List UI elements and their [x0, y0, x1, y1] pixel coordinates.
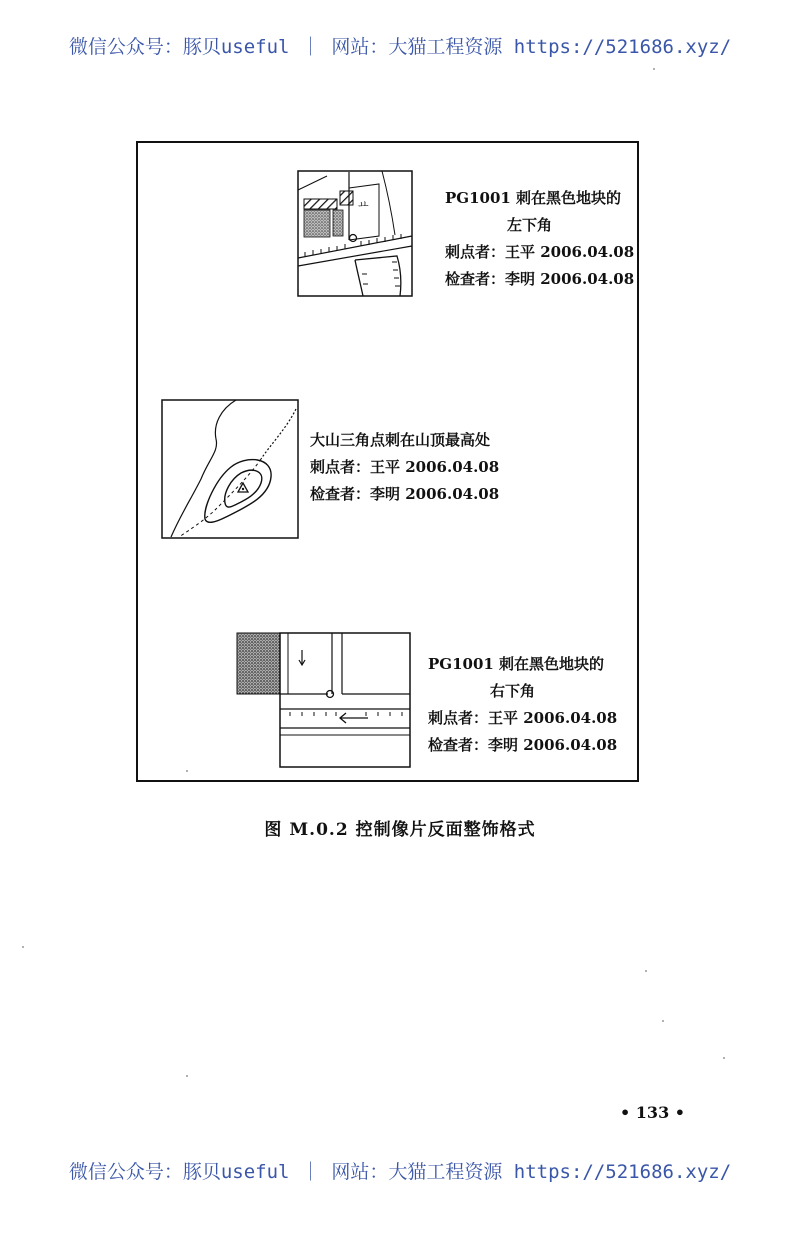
example-1-label — [445, 185, 634, 293]
example-2-checker: 检查者：李明 2006.04.08 — [310, 485, 500, 503]
sketch-plot-lower-right — [236, 632, 412, 768]
figure-caption: 图 M.0.2 控制像片反面整饰格式 — [264, 820, 536, 840]
watermark-bottom: 微信公众号：豚贝useful ｜ 网站：大猫工程资源 https://521686.xyz/ — [68, 1161, 732, 1183]
scan-speck — [645, 970, 647, 972]
example-1-line1: PG1001 刺在黑色地块的 — [445, 189, 622, 207]
example-3-pricker: 刺点者：王平 2006.04.08 — [428, 709, 618, 727]
example-1-checker: 检查者：李明 2006.04.08 — [445, 270, 635, 288]
example-2-label — [310, 427, 499, 508]
example-3-checker: 检查者：李明 2006.04.08 — [428, 736, 618, 754]
example-1-pricker: 刺点者：王平 2006.04.08 — [445, 243, 635, 261]
sketch-plot-lower-left — [297, 170, 413, 297]
figure-frame — [136, 141, 639, 782]
watermark-top: 微信公众号：豚贝useful ｜ 网站：大猫工程资源 https://521686.xyz/ — [68, 36, 732, 58]
scan-speck — [662, 1020, 664, 1022]
example-2-pricker: 刺点者：王平 2006.04.08 — [310, 458, 500, 476]
scan-speck — [186, 770, 188, 772]
example-3-label — [428, 651, 617, 759]
scan-speck — [723, 1057, 725, 1059]
svg-text:ㅛ: ㅛ — [358, 198, 369, 211]
scan-speck — [22, 946, 24, 948]
scan-speck — [653, 68, 655, 70]
scan-speck — [186, 1075, 188, 1077]
example-3-line1: PG1001 刺在黑色地块的 — [428, 655, 605, 673]
example-1-line2: 左下角 — [507, 216, 553, 234]
sketch-hilltop-triangulation — [161, 399, 299, 539]
example-3-line2: 右下角 — [490, 682, 536, 700]
page-number: • 133 • — [620, 1103, 685, 1122]
example-2-line1: 大山三角点刺在山顶最高处 — [310, 431, 491, 449]
